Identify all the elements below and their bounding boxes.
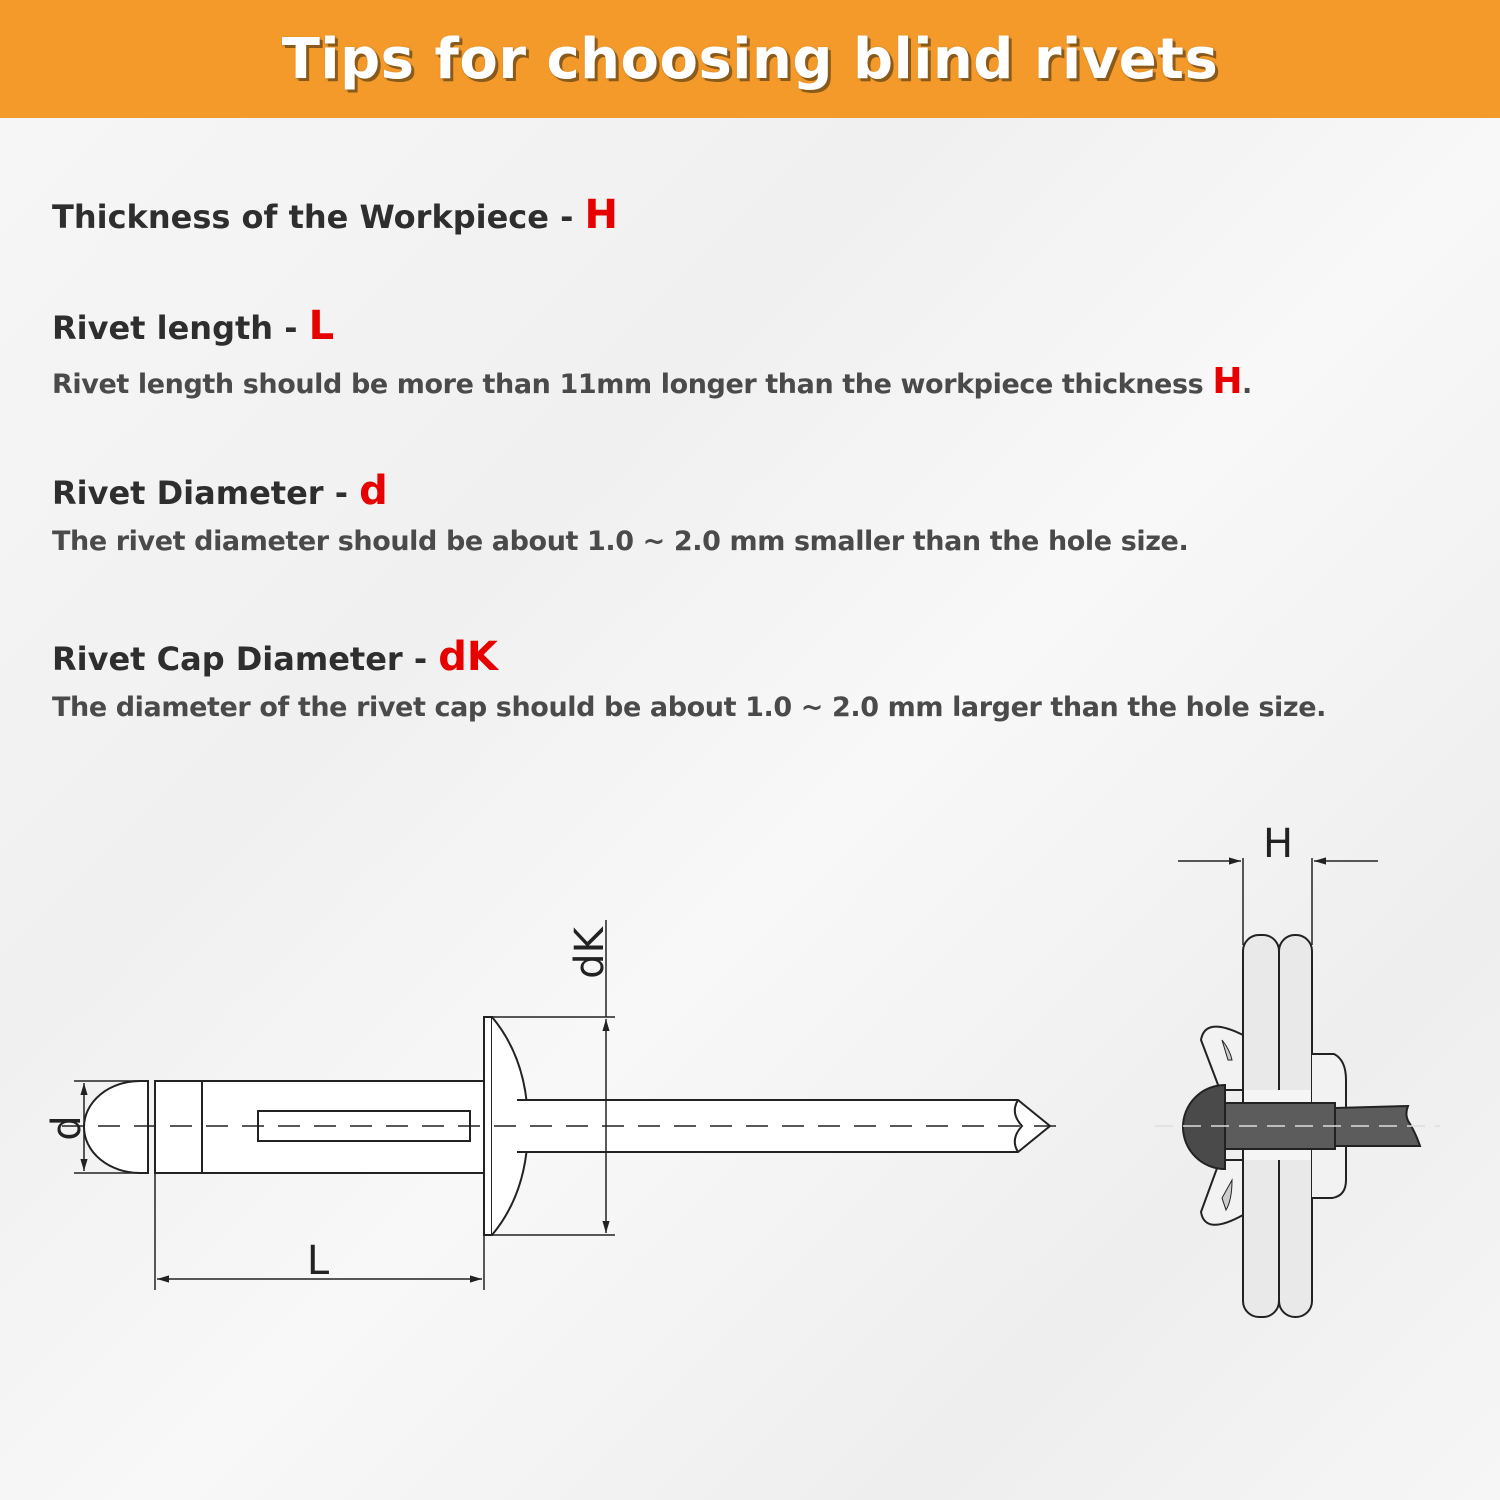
- symbol-h: H: [584, 192, 619, 238]
- label-l: L: [306, 1238, 330, 1284]
- mandrel-head: [84, 1081, 148, 1173]
- heading-text: Rivet Diameter -: [52, 474, 360, 512]
- symbol-d: d: [359, 468, 388, 514]
- description-text: The diameter of the rivet cap should be about 1.0 ~ 2.0 mm larger than the hole size.: [52, 692, 1326, 723]
- banner-title: Tips for choosing blind rivets: [281, 26, 1219, 92]
- symbol-dk: dK: [438, 634, 498, 680]
- rivet-head: [1183, 1085, 1225, 1169]
- inline-symbol-h: H: [1212, 361, 1243, 402]
- description-text: The rivet diameter should be about 1.0 ~ 2.0 mm smaller than the hole size.: [52, 526, 1189, 557]
- label-h: H: [1262, 821, 1294, 867]
- heading-text: Thickness of the Workpiece -: [52, 198, 585, 236]
- description-text: Rivet length should be more than 11mm longer than the workpiece thickness: [52, 369, 1213, 400]
- heading-text: Rivet Cap Diameter -: [52, 640, 439, 678]
- heading-text: Rivet length -: [52, 309, 309, 347]
- symbol-l: L: [308, 303, 335, 349]
- rivet-installed-view: [1155, 858, 1440, 1317]
- label-d: d: [44, 1115, 90, 1141]
- rivet-flange: [484, 1017, 492, 1235]
- label-dk: dK: [567, 927, 613, 979]
- description-end: .: [1242, 369, 1252, 400]
- rivet-side-view: [62, 920, 1070, 1290]
